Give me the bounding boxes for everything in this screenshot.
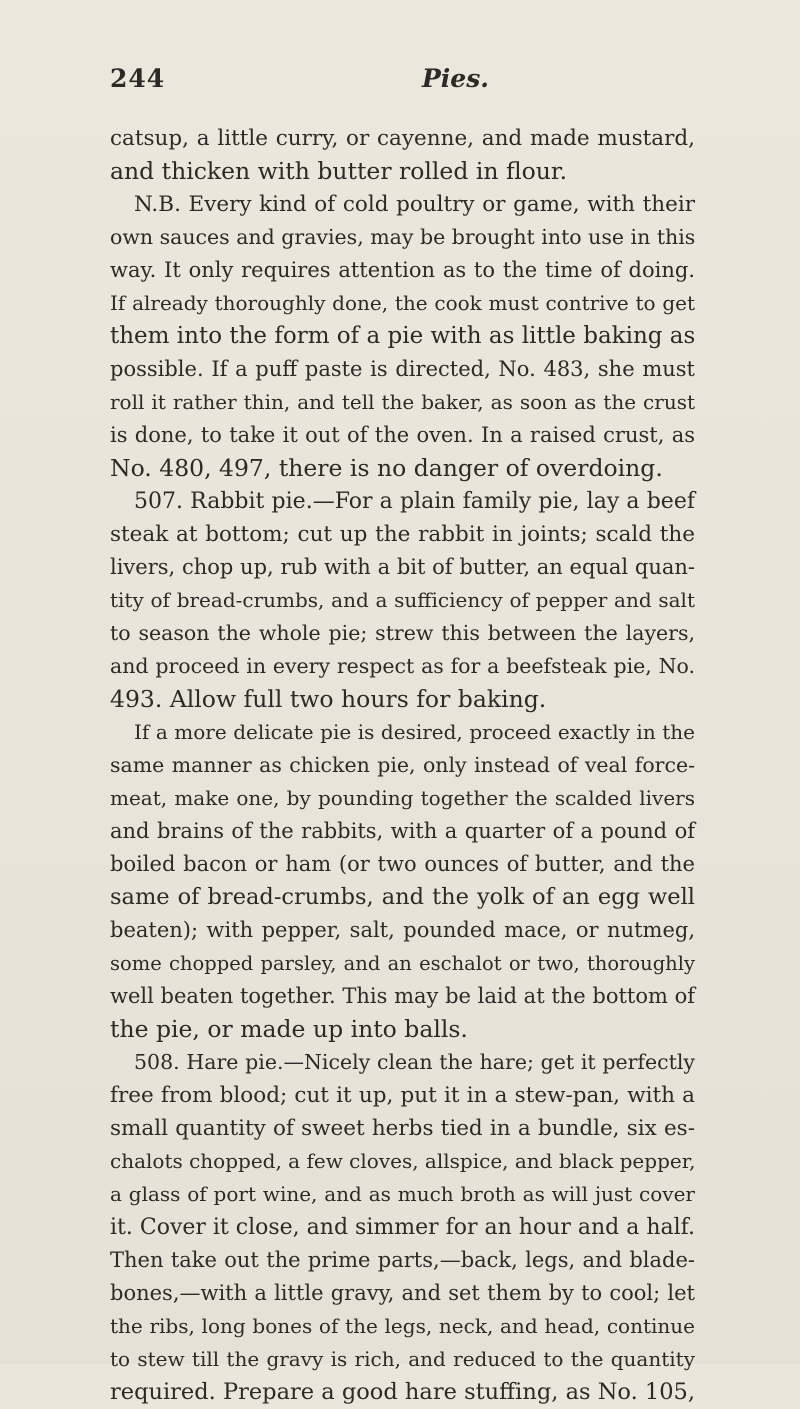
text-line: and brains of the rabbits, with a quarter of a pound of <box>110 819 695 843</box>
text-line: some chopped parsley, and an eschalot or two, thoroughly <box>110 952 695 975</box>
text-line: N.B. Every kind of cold poultry or game, with their <box>134 192 695 217</box>
text-line: No. 480, 497, there is no danger of overdoing. <box>110 454 663 482</box>
text-line: it. Cover it close, and simmer for an hour and a half. <box>110 1215 696 1240</box>
page-number: 244 <box>110 64 166 93</box>
text-line: roll it rather thin, and tell the baker, as soon as the crust <box>110 390 695 414</box>
text-line: Then take out the prime parts,—back, legs, and blade- <box>110 1248 695 1272</box>
text-line: to stew till the gravy is rich, and reduced to the quantity <box>110 1347 695 1371</box>
text-line: chalots chopped, a few cloves, allspice, and black pepper, <box>110 1149 696 1173</box>
text-line: If already thoroughly done, the cook must contrive to get <box>110 291 695 315</box>
text-line: the pie, or made up into balls. <box>110 1015 468 1043</box>
text-line: same of bread-crumbs, and the yolk of an egg well <box>110 884 695 910</box>
text-line: meat, make one, by pounding together the scalded livers <box>110 786 695 810</box>
text-line: same manner as chicken pie, only instead of veal force- <box>110 753 695 777</box>
text-line: to season the whole pie; strew this between the layers, <box>110 621 695 645</box>
page-header <box>110 64 690 104</box>
text-line: 493. Allow full two hours for baking. <box>110 685 547 713</box>
text-line: them into the form of a pie with as little baking as <box>110 323 696 349</box>
text-line: well beaten together. This may be laid at the bottom of <box>110 984 695 1008</box>
text-line: own sauces and gravies, may be brought into use in this <box>110 225 696 249</box>
text-line: free from blood; cut it up, put it in a stew-pan, with a <box>110 1083 695 1108</box>
text-line: required. Prepare a good hare stuffing, as No. 105, <box>110 1379 695 1405</box>
text-line: livers, chop up, rub with a bit of butter, an equal quan- <box>110 555 695 579</box>
text-line: catsup, a little curry, or cayenne, and made mustard, <box>110 126 695 151</box>
text-line: a glass of port wine, and as much broth as will just cover <box>110 1182 695 1206</box>
text-line: tity of bread-crumbs, and a sufficiency of pepper and salt <box>110 588 695 612</box>
text-line: If a more delicate pie is desired, proceed exactly in the <box>134 720 695 744</box>
body-text <box>110 122 695 1409</box>
text-line: 508. Hare pie.—Nicely clean the hare; get it perfectly <box>134 1050 695 1074</box>
text-line: and proceed in every respect as for a beefsteak pie, No. <box>110 654 695 678</box>
text-line: and thicken with butter rolled in flour. <box>110 157 568 185</box>
text-line: way. It only requires attention as to the time of doing. <box>110 258 695 282</box>
text-line: is done, to take it out of the oven. In a raised crust, as <box>110 423 695 447</box>
text-line: boiled bacon or ham (or two ounces of butter, and the <box>110 852 695 876</box>
text-line: beaten); with pepper, salt, pounded mace, or nutmeg, <box>110 918 695 942</box>
text-line: possible. If a puff paste is directed, No. 483, she must <box>110 357 695 381</box>
text-line: the ribs, long bones of the legs, neck, and head, continue <box>110 1314 695 1338</box>
text-line: small quantity of sweet herbs tied in a bundle, six es- <box>110 1116 695 1141</box>
text-line: 507. Rabbit pie.—For a plain family pie, lay a beef <box>134 489 695 514</box>
text-line: bones,—with a little gravy, and set them by to cool; let <box>110 1281 695 1305</box>
text-line: steak at bottom; cut up the rabbit in joints; scald the <box>110 522 695 547</box>
running-head: Pies. <box>422 64 489 93</box>
